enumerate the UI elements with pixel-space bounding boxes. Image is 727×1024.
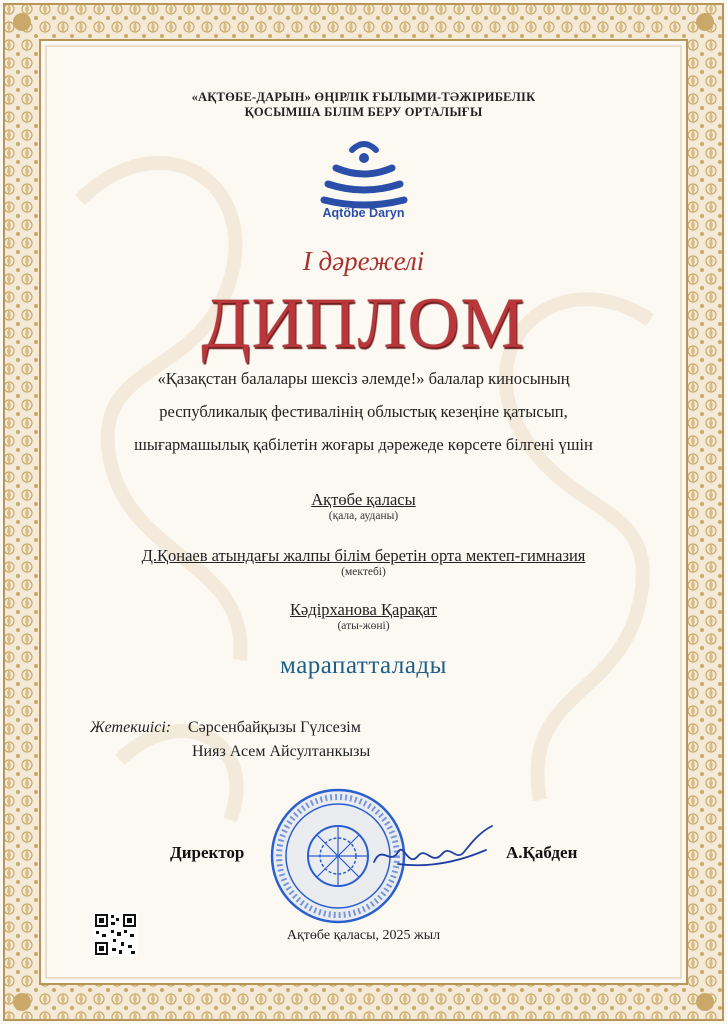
school-block	[0, 546, 727, 578]
recipient-block	[0, 600, 727, 632]
recipient-value: Кәдірханова Қарақат	[289, 600, 438, 619]
award-description	[0, 362, 727, 461]
description-line-3: шығармашылық қабілетін жоғары дәрежеде көрсете білгені үшін	[134, 435, 593, 454]
organization-line-1: «АҚТӨБЕ-ДАРЫН» ӨҢІРЛІК ҒЫЛЫМИ-ТӘЖІРИБЕЛІК	[191, 90, 536, 104]
director-label: Директор	[170, 843, 245, 862]
school-value: Д.Қонаев атындағы жалпы білім беретін орта мектеп-гимназия	[141, 546, 586, 565]
signature-icon	[368, 822, 500, 878]
degree-label: I дәрежелі	[302, 246, 425, 276]
supervisor-label: Жетекшісі:	[90, 719, 172, 736]
organization-line-2: ҚОСЫМША БІЛІМ БЕРУ ОРТАЛЫҒЫ	[244, 105, 483, 119]
supervisor-block	[90, 716, 370, 764]
director-name: А.Қабден	[506, 843, 578, 862]
recipient-caption: (аты-жөні)	[337, 620, 390, 632]
description-line-1: «Қазақстан балалары шексіз әлемде!» балалар киносының	[157, 369, 570, 388]
city-block	[0, 490, 727, 522]
city-value: Ақтөбе қаласы	[311, 490, 416, 509]
footer-place-year: Ақтөбе қаласы, 2025 жыл	[286, 928, 441, 943]
logo-text: Aqtöbe Daryn	[322, 206, 405, 220]
diploma-title: ДИПЛОМ	[201, 283, 526, 363]
supervisor-name-2: Нияз Асем Айсултанкызы	[192, 743, 371, 760]
description-line-2: республикалық фестивалінің облыстық кезеңіне қатысып,	[159, 402, 568, 421]
organization-header	[0, 90, 727, 120]
supervisor-name-1: Сәрсенбайқызы Гүлсезім	[188, 719, 361, 736]
city-caption: (қала, ауданы)	[328, 510, 399, 522]
awarded-text: марапатталады	[280, 652, 447, 679]
school-caption: (мектебі)	[341, 566, 386, 578]
